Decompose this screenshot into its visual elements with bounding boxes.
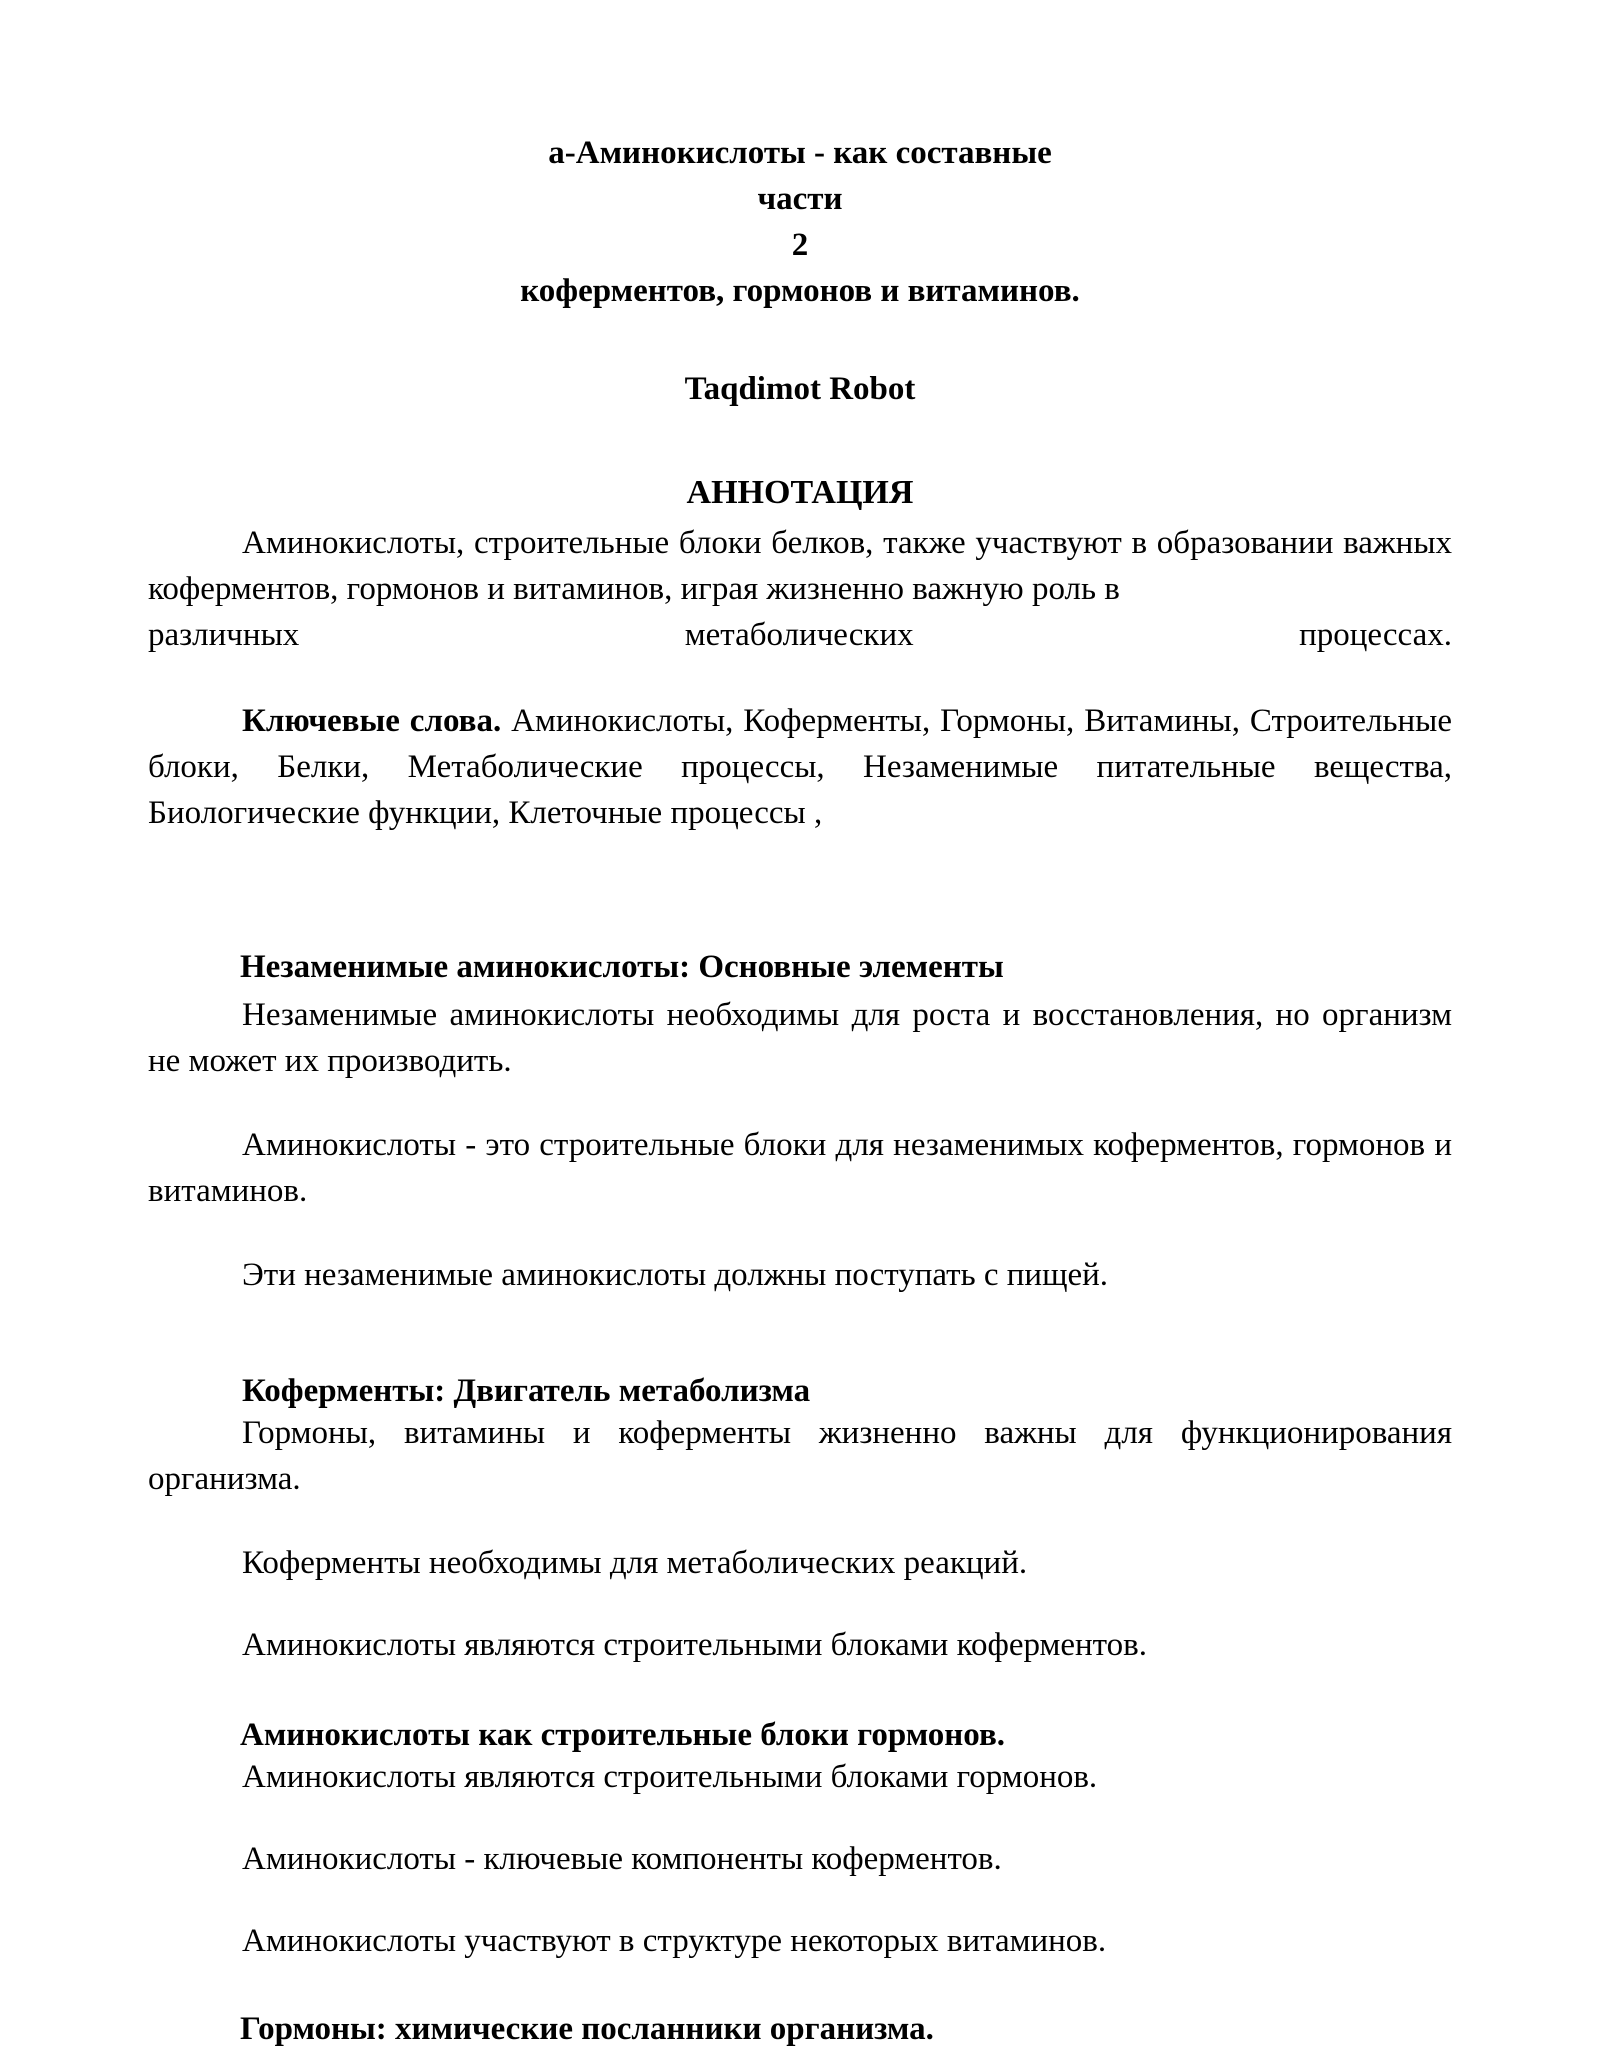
section-heading-hormones: Гормоны: химические посланники организма. xyxy=(240,2011,934,2047)
abstract-text-last: различных метаболических процессах. xyxy=(148,617,1452,653)
section-2-paragraph-1: Гормоны, витамины и коферменты жизненно важны для функционирования организма. xyxy=(148,1415,1452,1497)
section-3-paragraph-1: Аминокислоты являются строительными блоками гормонов. xyxy=(242,1759,1098,1795)
abstract-text-main: Аминокислоты, строительные блоки белков, также участвуют в образовании важных коферментов, гормонов и витаминов, играя жизненно важную роль в xyxy=(148,525,1452,607)
section-heading-essential-amino-acids: Незаменимые аминокислоты: Основные элементы xyxy=(240,949,1004,985)
section-3-paragraph-2: Аминокислоты - ключевые компоненты коферментов. xyxy=(242,1841,1002,1877)
section-2-paragraph-2: Коферменты необходимы для метаболических реакций. xyxy=(242,1545,1028,1581)
section-1-paragraph-3: Эти незаменимые аминокислоты должны поступать с пищей. xyxy=(242,1257,1109,1293)
section-3-paragraph-3: Аминокислоты участвуют в структуре некоторых витаминов. xyxy=(242,1923,1107,1959)
section-1-paragraph-1: Незаменимые аминокислоты необходимы для роста и восстановления, но организм не может их производить. xyxy=(148,997,1452,1079)
title-line-4: коферментов, гормонов и витаминов. xyxy=(520,273,1080,309)
abstract-heading: АННОТАЦИЯ xyxy=(686,474,914,511)
abstract-text-last-line xyxy=(148,612,1452,658)
section-heading-coenzymes: Коферменты: Двигатель метаболизма xyxy=(242,1373,811,1409)
title-line-2: части xyxy=(757,181,843,217)
title-line-1: а-Аминокислоты - как составные xyxy=(548,135,1052,171)
title-line-3: 2 xyxy=(791,227,809,263)
keywords-label: Ключевые слова. xyxy=(242,703,502,739)
author: Taqdimot Robot xyxy=(684,371,916,407)
abstract-text xyxy=(148,520,1452,612)
section-1-paragraph-2: Аминокислоты - это строительные блоки для незаменимых коферментов, гормонов и витаминов. xyxy=(148,1127,1452,1209)
document-title xyxy=(0,130,1600,314)
keywords-text: Аминокислоты, Коферменты, Гормоны, Витамины, Строительные блоки, Белки, Метаболические процессы, Незаменимые питательные вещества, Биологические функции, Клеточные процессы , xyxy=(148,703,1453,831)
section-heading-hormone-building-blocks: Аминокислоты как строительные блоки гормонов. xyxy=(240,1717,1006,1753)
section-2-paragraph-3: Аминокислоты являются строительными блоками коферментов. xyxy=(242,1627,1147,1663)
keywords-paragraph xyxy=(148,698,1452,836)
